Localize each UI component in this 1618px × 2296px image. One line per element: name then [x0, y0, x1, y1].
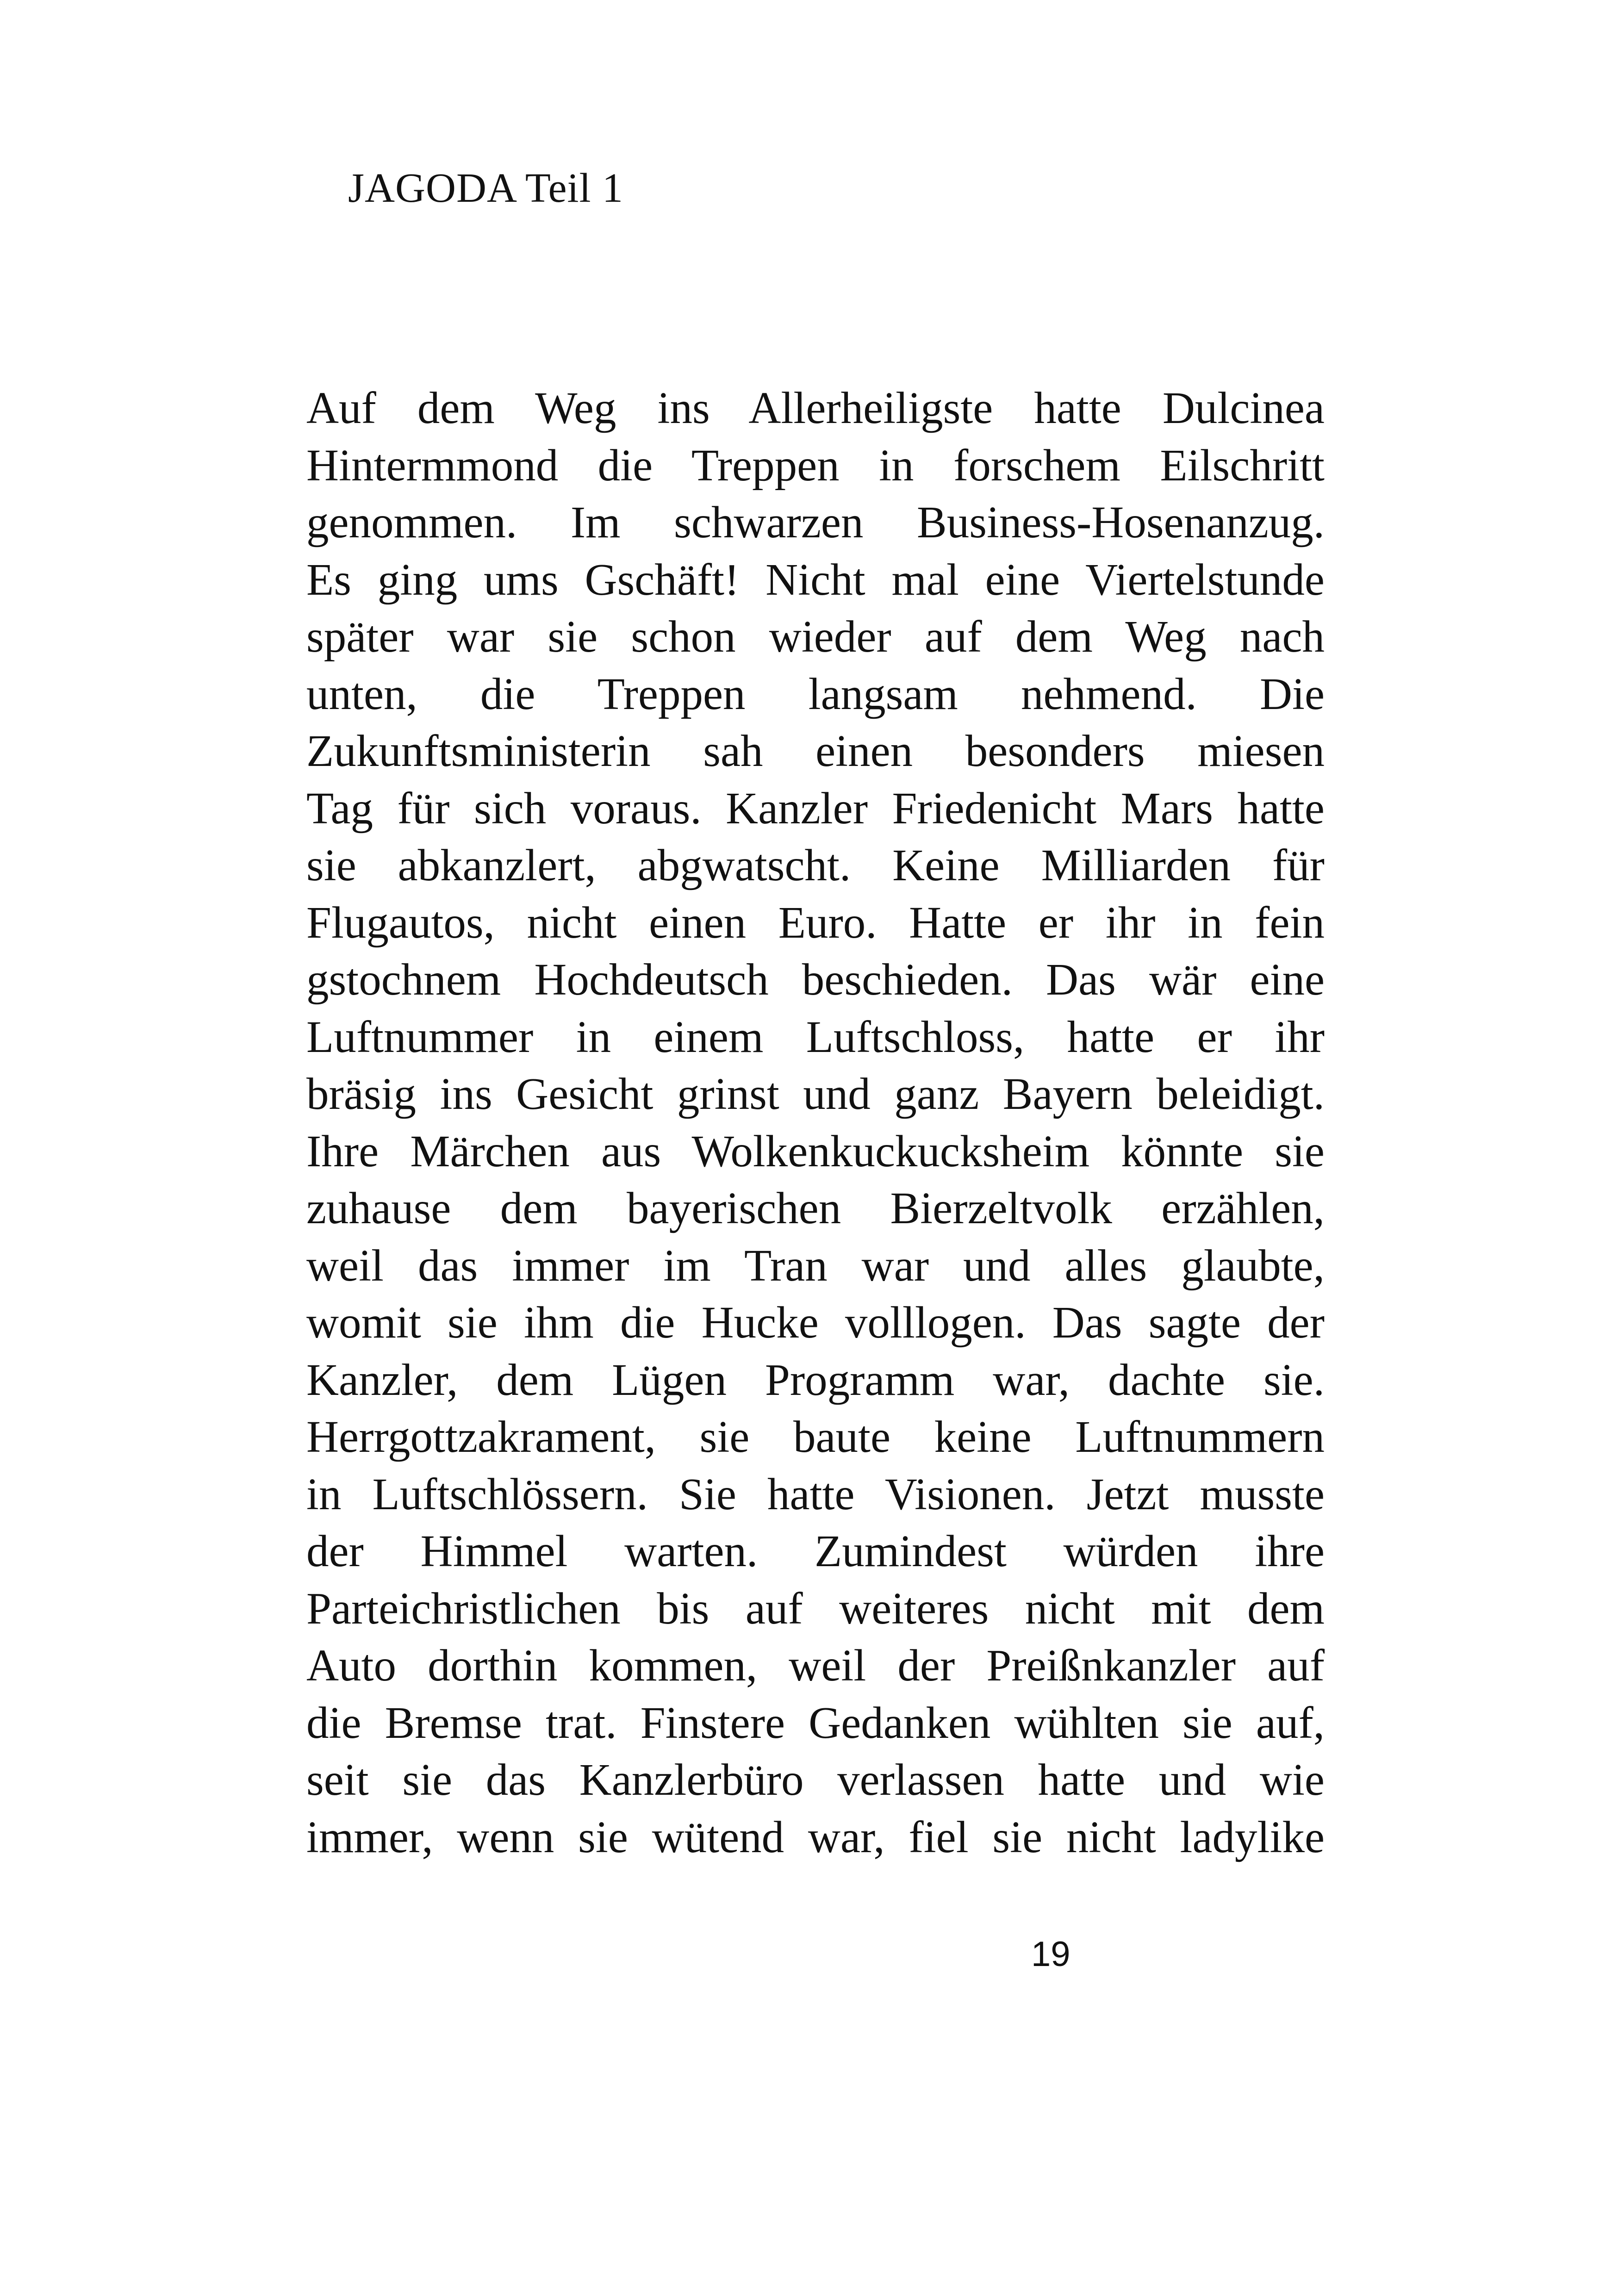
text-line: Tag für sich voraus. Kanzler Friedenicht Mars hatte: [306, 783, 1325, 833]
text-line: Auf dem Weg ins Allerheiligste hatte Dulcinea: [306, 383, 1325, 433]
text-line: seit sie das Kanzlerbüro verlassen hatte und wie: [306, 1755, 1325, 1804]
text-line: bräsig ins Gesicht grinst und ganz Bayern beleidigt.: [306, 1069, 1325, 1119]
text-line: unten, die Treppen langsam nehmend. Die: [306, 669, 1325, 719]
text-line: Herrgottzakrament, sie baute keine Luftnummern: [306, 1412, 1325, 1462]
running-header: JAGODA Teil 1: [348, 165, 624, 211]
page-number: 19: [1031, 1935, 1070, 1974]
text-line: Luftnummer in einem Luftschloss, hatte er ihr: [306, 1012, 1325, 1062]
text-line: in Luftschlössern. Sie hatte Visionen. Jetzt musste: [306, 1469, 1325, 1519]
text-line: immer, wenn sie wütend war, fiel sie nicht ladylike: [306, 1812, 1325, 1862]
body-text: [306, 380, 1325, 1866]
text-line: genommen. Im schwarzen Business-Hosenanzug.: [306, 498, 1325, 547]
text-line: Auto dorthin kommen, weil der Preißnkanzler auf: [306, 1641, 1325, 1690]
text-line: Kanzler, dem Lügen Programm war, dachte sie.: [306, 1355, 1325, 1405]
text-line: Flugautos, nicht einen Euro. Hatte er ihr in fein: [306, 897, 1325, 947]
text-line: Es ging ums Gschäft! Nicht mal eine Viertelstunde: [306, 554, 1325, 604]
text-line: zuhause dem bayerischen Bierzeltvolk erzählen,: [306, 1183, 1325, 1233]
text-line: weil das immer im Tran war und alles glaubte,: [306, 1240, 1325, 1290]
text-line: Hintermmond die Treppen in forschem Eilschritt: [306, 440, 1325, 490]
text-line: die Bremse trat. Finstere Gedanken wühlten sie auf,: [306, 1698, 1325, 1748]
text-line: Zukunftsministerin sah einen besonders miesen: [306, 726, 1325, 776]
text-line: Parteichristlichen bis auf weiteres nicht mit dem: [306, 1583, 1325, 1633]
text-line: später war sie schon wieder auf dem Weg nach: [306, 612, 1325, 661]
text-line: sie abkanzlert, abgwatscht. Keine Milliarden für: [306, 840, 1325, 890]
text-line: Ihre Märchen aus Wolkenkuckucksheim könnte sie: [306, 1126, 1325, 1176]
text-line: womit sie ihm die Hucke volllogen. Das sagte der: [306, 1298, 1325, 1347]
text-line: der Himmel warten. Zumindest würden ihre: [306, 1526, 1325, 1576]
text-line: gstochnem Hochdeutsch beschieden. Das wär eine: [306, 955, 1325, 1004]
